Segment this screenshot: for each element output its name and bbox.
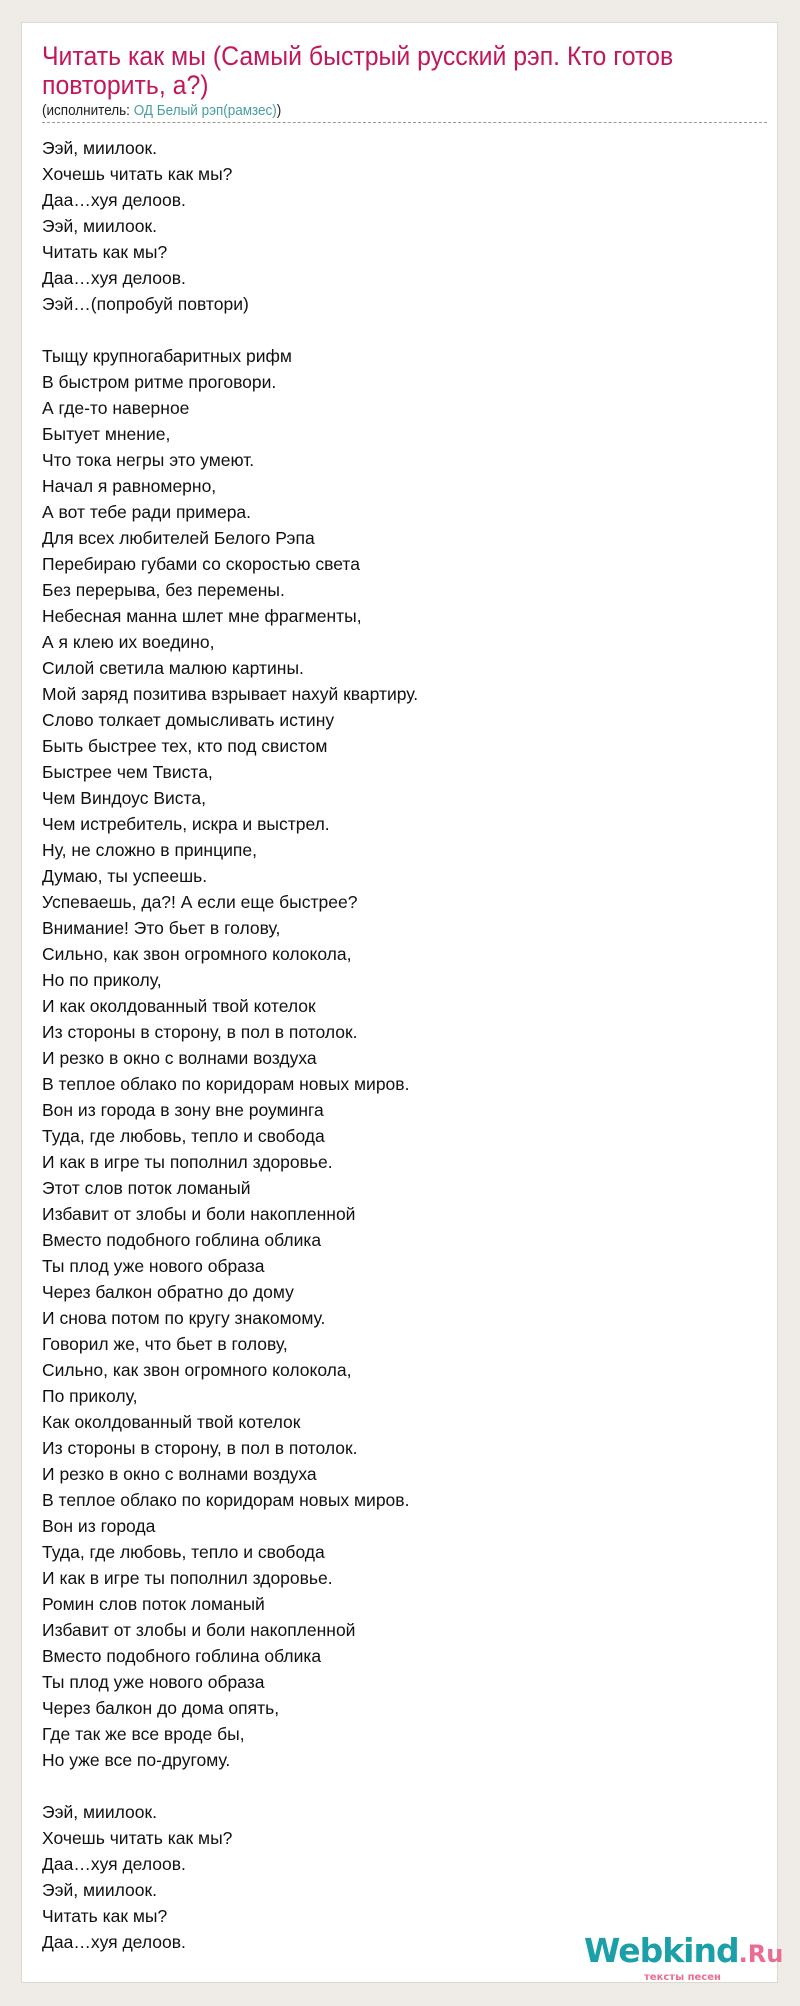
lyric-line: Ээй, миилоок. [42,1802,157,1822]
lyric-line: Сильно, как звон огромного колокола, [42,944,352,964]
lyric-line: Из стороны в сторону, в пол в потолок. [42,1022,358,1042]
lyric-line: Вон из города [42,1516,156,1536]
lyric-line: И резко в окно с волнами воздуха [42,1464,317,1484]
logo-main: Webkind [584,1931,739,1970]
lyric-line: И как в игре ты пополнил здоровье. [42,1568,333,1588]
lyric-line: И снова потом по кругу знакомому. [42,1308,326,1328]
logo-domain: .Ru [738,1940,784,1968]
lyric-line: Бытует мнение, [42,424,171,444]
lyric-line: Перебираю губами со скоростью света [42,554,360,574]
lyric-line: Туда, где любовь, тепло и свобода [42,1542,325,1562]
lyric-line: Успеваешь, да?! А если еще быстрее? [42,892,358,912]
lyric-line: Ты плод уже нового образа [42,1256,265,1276]
lyric-line: Но по приколу, [42,970,162,990]
lyric-line: Как околдованный твой котелок [42,1412,301,1432]
lyric-line: Через балкон до дома опять, [42,1698,280,1718]
lyric-line: Быстрее чем Твиста, [42,762,213,782]
lyric-line: Начал я равномерно, [42,476,217,496]
lyric-line: Читать как мы? [42,242,168,262]
lyric-line: Читать как мы? [42,1906,168,1926]
logo-tagline: тексты песен [644,1972,721,1983]
lyric-line: Вон из города в зону вне роуминга [42,1100,324,1120]
artist-link[interactable]: ОД Белый рэп(рамзес) [133,102,277,119]
lyric-line: А где-то наверное [42,398,190,418]
lyric-line: Ээй, миилоок. [42,1880,157,1900]
lyric-line: Даа…хуя делоов. [42,190,186,210]
lyric-line: Слово толкает домысливать истину [42,710,335,730]
lyrics-card [21,22,778,1983]
lyric-line: Ээй…(попробуй повтори) [42,294,249,314]
lyric-line [42,1773,418,1799]
lyric-line: По приколу, [42,1386,138,1406]
lyric-line: Туда, где любовь, тепло и свобода [42,1126,325,1146]
lyric-line: Сильно, как звон огромного колокола, [42,1360,352,1380]
lyric-line: Через балкон обратно до дому [42,1282,294,1302]
lyrics-text [42,135,418,1955]
lyric-line: А вот тебе ради примера. [42,502,252,522]
logo-wordmark [584,1931,784,1970]
lyric-line: Даа…хуя делоов. [42,268,186,288]
lyric-line: Для всех любителей Белого Рэпа [42,528,315,548]
lyric-line: И резко в окно с волнами воздуха [42,1048,317,1068]
lyric-line: Но уже все по-другому. [42,1750,231,1770]
artist-prefix: (исполнитель: [42,102,134,119]
lyric-line: В теплое облако по коридорам новых миров. [42,1074,410,1094]
lyric-line: Силой светила малюю картины. [42,658,304,678]
lyric-line: Тыщу крупногабаритных рифм [42,346,292,366]
lyric-line: Ээй, миилоок. [42,138,157,158]
lyric-line [42,317,418,343]
lyric-line: А я клею их воедино, [42,632,215,652]
lyric-line: Хочешь читать как мы? [42,1828,233,1848]
lyric-line: Что тока негры это умеют. [42,450,255,470]
lyric-line: Небесная манна шлет мне фрагменты, [42,606,362,626]
song-title: Читать как мы (Самый быстрый русский рэп. Кто готов повторить, а?) [42,41,674,100]
artist-suffix: ) [276,102,282,119]
lyric-line: Даа…хуя делоов. [42,1932,186,1952]
lyric-line: И как околдованный твой котелок [42,996,316,1016]
lyric-line: Вместо подобного гоблина облика [42,1646,322,1666]
lyric-line: В быстром ритме проговори. [42,372,277,392]
lyric-line: Внимание! Это бьет в голову, [42,918,281,938]
lyric-line: Вместо подобного гоблина облика [42,1230,322,1250]
lyric-line: И как в игре ты пополнил здоровье. [42,1152,333,1172]
lyric-line: Быть быстрее тех, кто под свистом [42,736,328,756]
lyric-line: Где так же все вроде бы, [42,1724,245,1744]
lyric-line: Чем истребитель, искра и выстрел. [42,814,330,834]
lyric-line: Ээй, миилоок. [42,216,157,236]
lyric-line: Хочешь читать как мы? [42,164,233,184]
lyric-line: Избавит от злобы и боли накопленной [42,1204,356,1224]
lyric-line: Думаю, ты успеешь. [42,866,208,886]
lyric-line: Без перерыва, без перемены. [42,580,285,600]
lyric-line: Ты плод уже нового образа [42,1672,265,1692]
lyric-line: Из стороны в сторону, в пол в потолок. [42,1438,358,1458]
lyric-line: Чем Виндоус Виста, [42,788,206,808]
lyric-line: Даа…хуя делоов. [42,1854,186,1874]
lyric-line: Ну, не сложно в принципе, [42,840,257,860]
divider [42,122,767,123]
lyric-line: Мой заряд позитива взрывает нахуй квартиру. [42,684,419,704]
webkind-logo[interactable] [584,1931,784,1990]
lyric-line: Избавит от злобы и боли накопленной [42,1620,356,1640]
artist-line [42,102,281,119]
lyric-line: Говорил же, что бьет в голову, [42,1334,288,1354]
lyric-line: Ромин слов поток ломаный [42,1594,265,1614]
lyric-line: В теплое облако по коридорам новых миров. [42,1490,410,1510]
lyric-line: Этот слов поток ломаный [42,1178,251,1198]
